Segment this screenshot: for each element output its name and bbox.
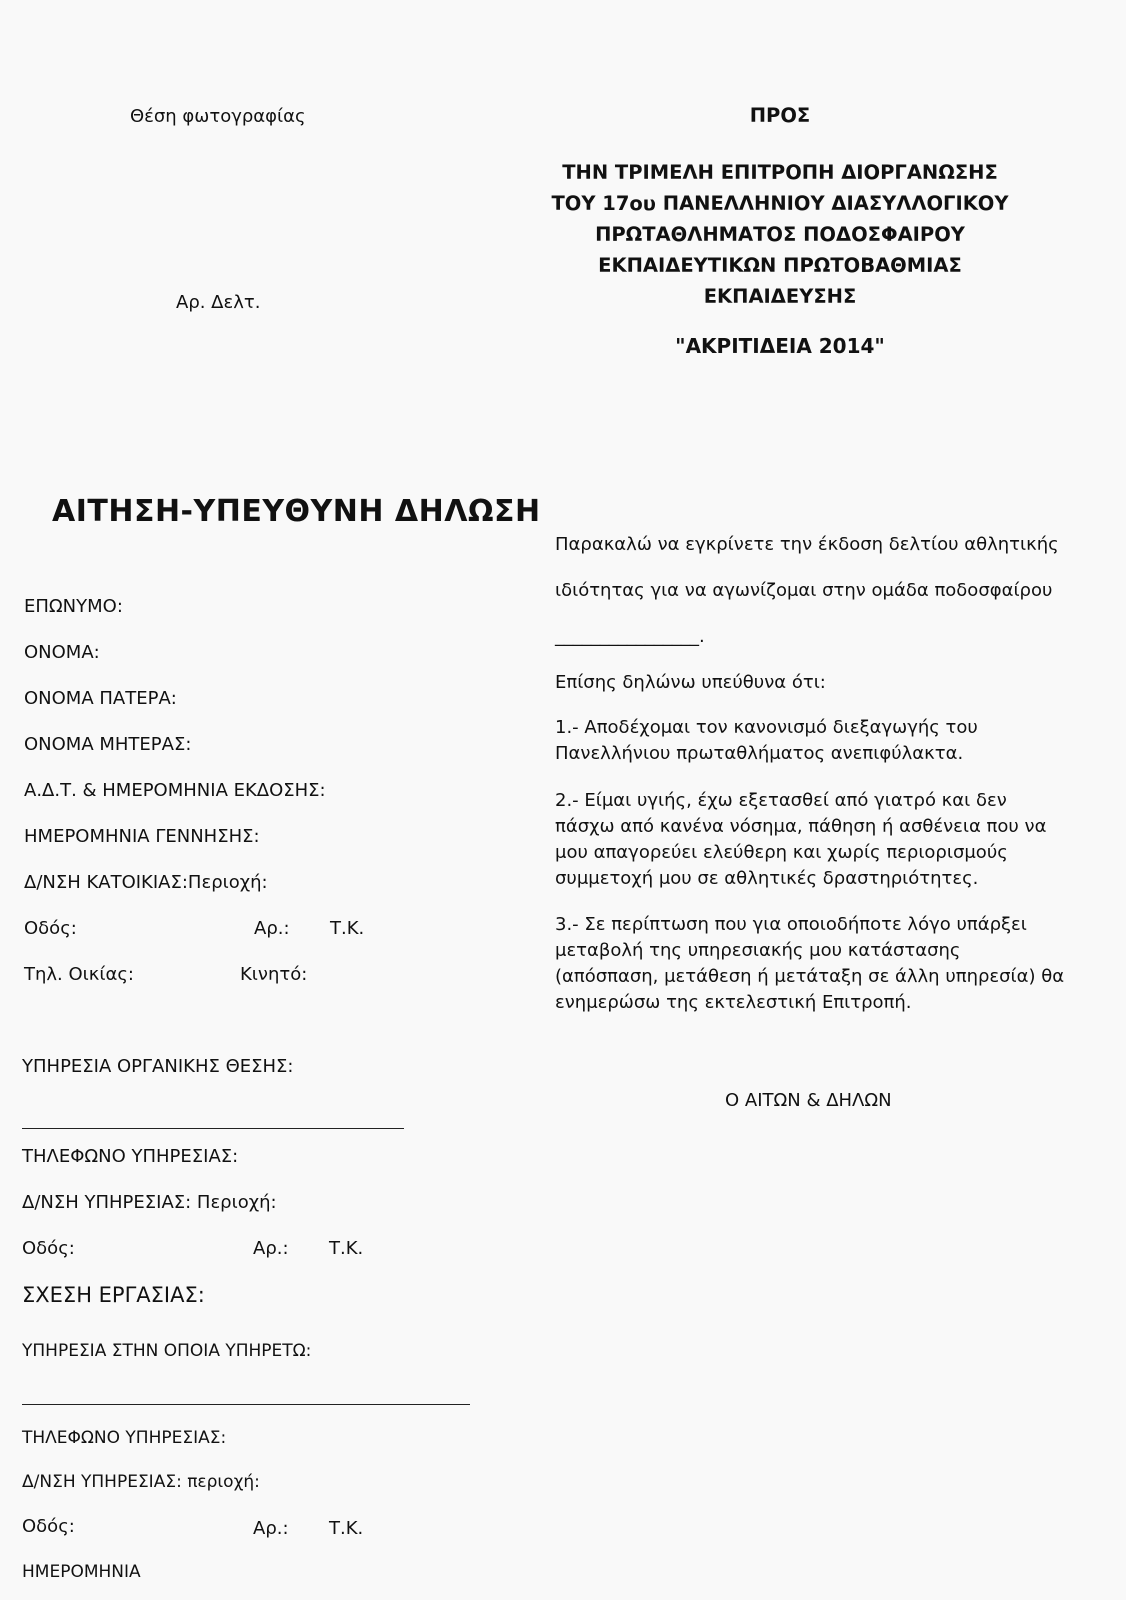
mother-name-field-label: ΟΝΟΜΑ ΜΗΤΕΡΑΣ: bbox=[24, 734, 192, 755]
id-card-field-label: Α.Δ.Τ. & ΗΜΕΡΟΜΗΝΙΑ ΕΚΔΟΣΗΣ: bbox=[24, 780, 326, 801]
photo-placeholder-label: Θέση φωτογραφίας bbox=[130, 106, 306, 127]
surname-field-label: ΕΠΩΝΥΜΟ: bbox=[24, 596, 123, 617]
document-title: ΑΙΤΗΣΗ-ΥΠΕΥΘΥΝΗ ΔΗΛΩΣΗ bbox=[52, 494, 541, 529]
father-name-field-label: ΟΝΟΜΑ ΠΑΤΕΡΑ: bbox=[24, 688, 177, 709]
signature-label: Ο ΑΙΤΩΝ & ΔΗΛΩΝ bbox=[725, 1090, 892, 1111]
birth-date-field-label: ΗΜΕΡΟΜΗΝΙΑ ΓΕΝΝΗΣΗΣ: bbox=[24, 826, 260, 847]
card-number-label: Αρ. Δελτ. bbox=[176, 292, 261, 313]
date-field-label: ΗΜΕΡΟΜΗΝΙΑ bbox=[22, 1562, 141, 1582]
organic-phone-field-label: ΤΗΛΕΦΩΝΟ ΥΠΗΡΕΣΙΑΣ: bbox=[22, 1146, 239, 1167]
organic-postal-field-label: Τ.Κ. bbox=[329, 1238, 364, 1259]
home-address-field-label: Δ/ΝΣΗ ΚΑΤΟΙΚΙΑΣ:Περιοχή: bbox=[24, 872, 268, 893]
declaration-item-3: 3.- Σε περίπτωση που για οποιοδήποτε λόγο υπάρξει μεταβολή της υπηρεσιακής μου κατάστασης (απόσπαση, μετάθεση ή μετάταξη σε άλλη υπηρεσία) θα ενημερώσω της εκτελεστική Επιτροπή. bbox=[555, 914, 1065, 1013]
organic-street-field-label: Οδός: bbox=[22, 1238, 75, 1259]
request-line-2: ιδιότητας για να αγωνίζομαι στην ομάδα ποδοσφαίρου bbox=[555, 580, 1053, 601]
work-phone-field-label: ΤΗΛΕΦΩΝΟ ΥΠΗΡΕΣΙΑΣ: bbox=[22, 1428, 227, 1448]
work-relation-heading: ΣΧΕΣΗ ΕΡΓΑΣΙΑΣ: bbox=[22, 1283, 205, 1307]
recipient-line: ΠΡΩΤΑΘΛΗΜΑΤΟΣ ΠΟΔΟΣΦΑΙΡΟΥ bbox=[595, 223, 965, 246]
work-address-field-label: Δ/ΝΣΗ ΥΠΗΡΕΣΙΑΣ: περιοχή: bbox=[22, 1472, 260, 1492]
recipient-line: ΕΚΠΑΙΔΕΥΣΗΣ bbox=[703, 285, 857, 308]
organic-service-underline bbox=[22, 1128, 404, 1129]
recipient-line: ΤΗΝ ΤΡΙΜΕΛΗ ΕΠΙΤΡΟΠΗ ΔΙΟΡΓΑΝΩΣΗΣ bbox=[562, 161, 998, 184]
request-line-1: Παρακαλώ να εγκρίνετε την έκδοση δελτίου αθλητικής bbox=[555, 534, 1059, 555]
home-phone-field-label: Τηλ. Οικίας: bbox=[24, 964, 134, 985]
mobile-field-label: Κινητό: bbox=[240, 964, 308, 985]
declaration-intro: Επίσης δηλώνω υπεύθυνα ότι: bbox=[555, 672, 826, 693]
work-street-field-label: Οδός: bbox=[22, 1516, 75, 1537]
recipient-line: ΤΟΥ 17ου ΠΑΝΕΛΛΗΝΙΟΥ ΔΙΑΣΥΛΛΟΓΙΚΟΥ bbox=[551, 192, 1009, 215]
organic-number-field-label: Αρ.: bbox=[253, 1238, 289, 1259]
work-postal-field-label: Τ.Κ. bbox=[329, 1518, 364, 1539]
work-number-field-label: Αρ.: bbox=[253, 1518, 289, 1539]
organic-address-field-label: Δ/ΝΣΗ ΥΠΗΡΕΣΙΑΣ: Περιοχή: bbox=[22, 1192, 277, 1213]
recipient-line: ΕΚΠΑΙΔΕΥΤΙΚΩΝ ΠΡΩΤΟΒΑΘΜΙΑΣ bbox=[598, 254, 962, 277]
current-service-underline bbox=[22, 1404, 470, 1405]
number-field-label: Αρ.: bbox=[254, 918, 290, 939]
postal-code-field-label: Τ.Κ. bbox=[330, 918, 365, 939]
event-name: "ΑΚΡΙΤΙΔΕΙΑ 2014" bbox=[675, 334, 885, 358]
street-field-label: Οδός: bbox=[24, 918, 77, 939]
recipient-block bbox=[545, 104, 1015, 358]
team-name-blank: ________________. bbox=[555, 626, 705, 647]
declaration-item-2: 2.- Είμαι υγιής, έχω εξετασθεί από γιατρό και δεν πάσχω από κανένα νόσημα, πάθηση ή ασθένεια που να μου απαγορεύει ελεύθερη και χωρίς περιορισμούς συμμετοχή μου σε αθλητικές δραστηριότητες. bbox=[555, 790, 1047, 889]
name-field-label: ΟΝΟΜΑ: bbox=[24, 642, 100, 663]
current-service-field-label: ΥΠΗΡΕΣΙΑ ΣΤΗΝ ΟΠΟΙΑ ΥΠΗΡΕΤΩ: bbox=[22, 1341, 312, 1361]
declaration-item-1: 1.- Αποδέχομαι τον κανονισμό διεξαγωγής του Πανελλήνιου πρωταθλήματος ανεπιφύλακτα. bbox=[555, 717, 978, 764]
organic-service-field-label: ΥΠΗΡΕΣΙΑ ΟΡΓΑΝΙΚΗΣ ΘΕΣΗΣ: bbox=[22, 1056, 294, 1077]
recipient-to: ΠΡΟΣ bbox=[749, 104, 811, 127]
